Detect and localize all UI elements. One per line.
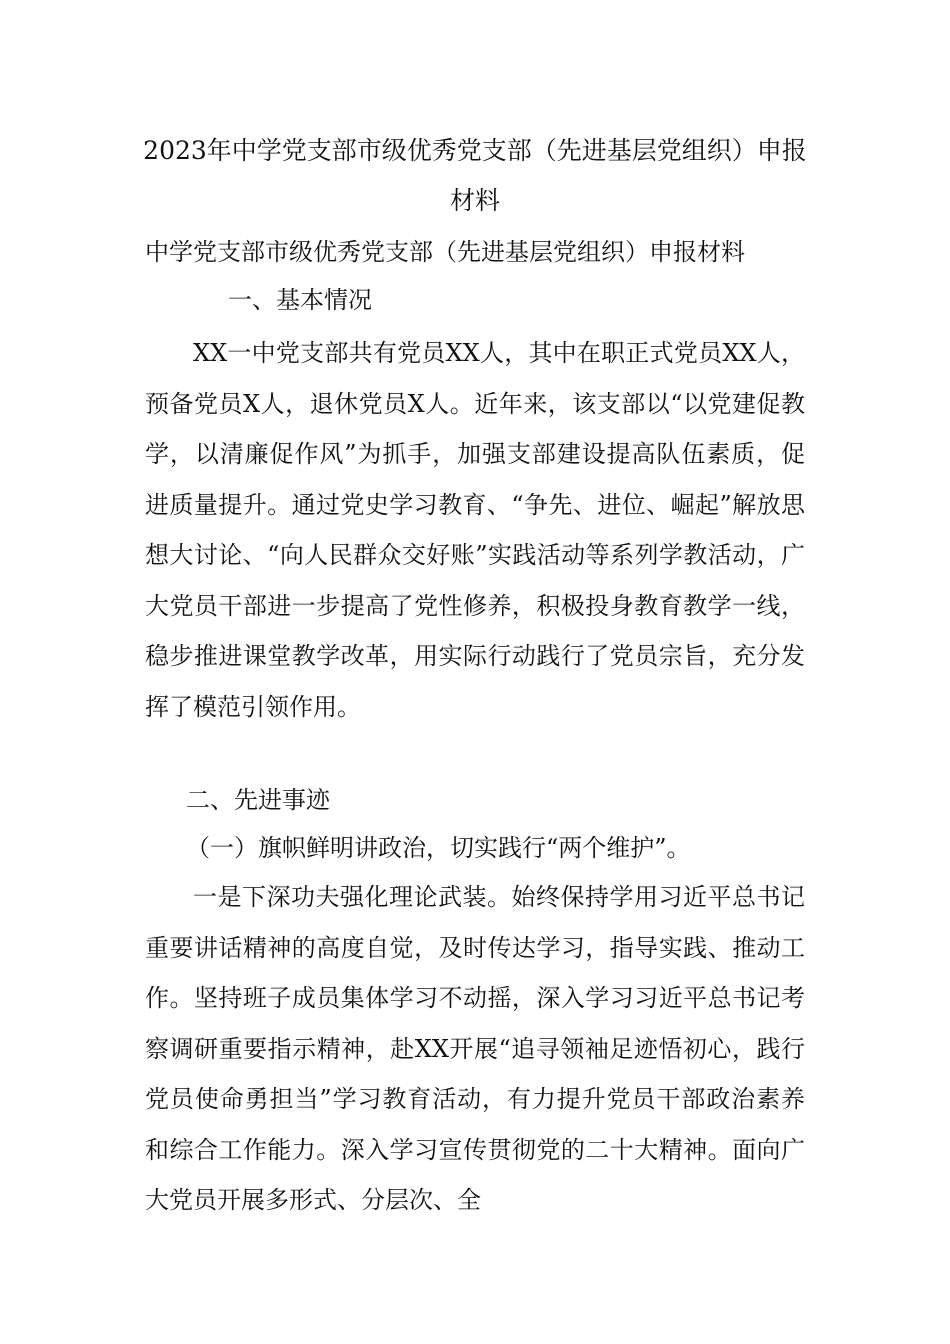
document-title: 2023年中学党支部市级优秀党支部（先进基层党组织）申报材料 [143, 136, 807, 215]
section-heading-basic-info: 一、基本情况 [228, 286, 372, 314]
section-paragraph-basic-info: XX一中党支部共有党员XX人，其中在职正式党员XX人，预备党员X人，退休党员X人。近年来，该支部以“以党建促教学，以清廉促作风”为抓手，加强支部建设提高队伍素质，促进质量提升。通过党史学习教育、“争先、进位、崛起”解放思想大讨论、“向人民群众交好账”实践活动等系列学教活动，广大党员干部进一步提高了党性修养，积极投身教育教学一线，稳步推进课堂教学改革，用实际行动践行了党员宗旨，充分发挥了模范引领作用。 [145, 339, 805, 721]
subsection-heading-politics: （一）旗帜鲜明讲政治，切实践行“两个维护”。 [186, 834, 691, 862]
section-heading-advanced-deeds: 二、先进事迹 [186, 786, 330, 814]
subsection-paragraph-theory: 一是下深功夫强化理论武装。始终保持学用习近平总书记重要讲话精神的高度自觉，及时传达学习，指导实践、推动工作。坚持班子成员集体学习不动摇，深入学习习近平总书记考察调研重要指示精神，赴XX开展“追寻领袖足迹悟初心，践行党员使命勇担当”学习教育活动，有力提升党员干部政治素养和综合工作能力。深入学习宣传贯彻党的二十大精神。面向广大党员开展多形式、分层次、全 [145, 883, 805, 1214]
document-subtitle: 中学党支部市级优秀党支部（先进基层党组织）申报材料 [145, 238, 745, 266]
